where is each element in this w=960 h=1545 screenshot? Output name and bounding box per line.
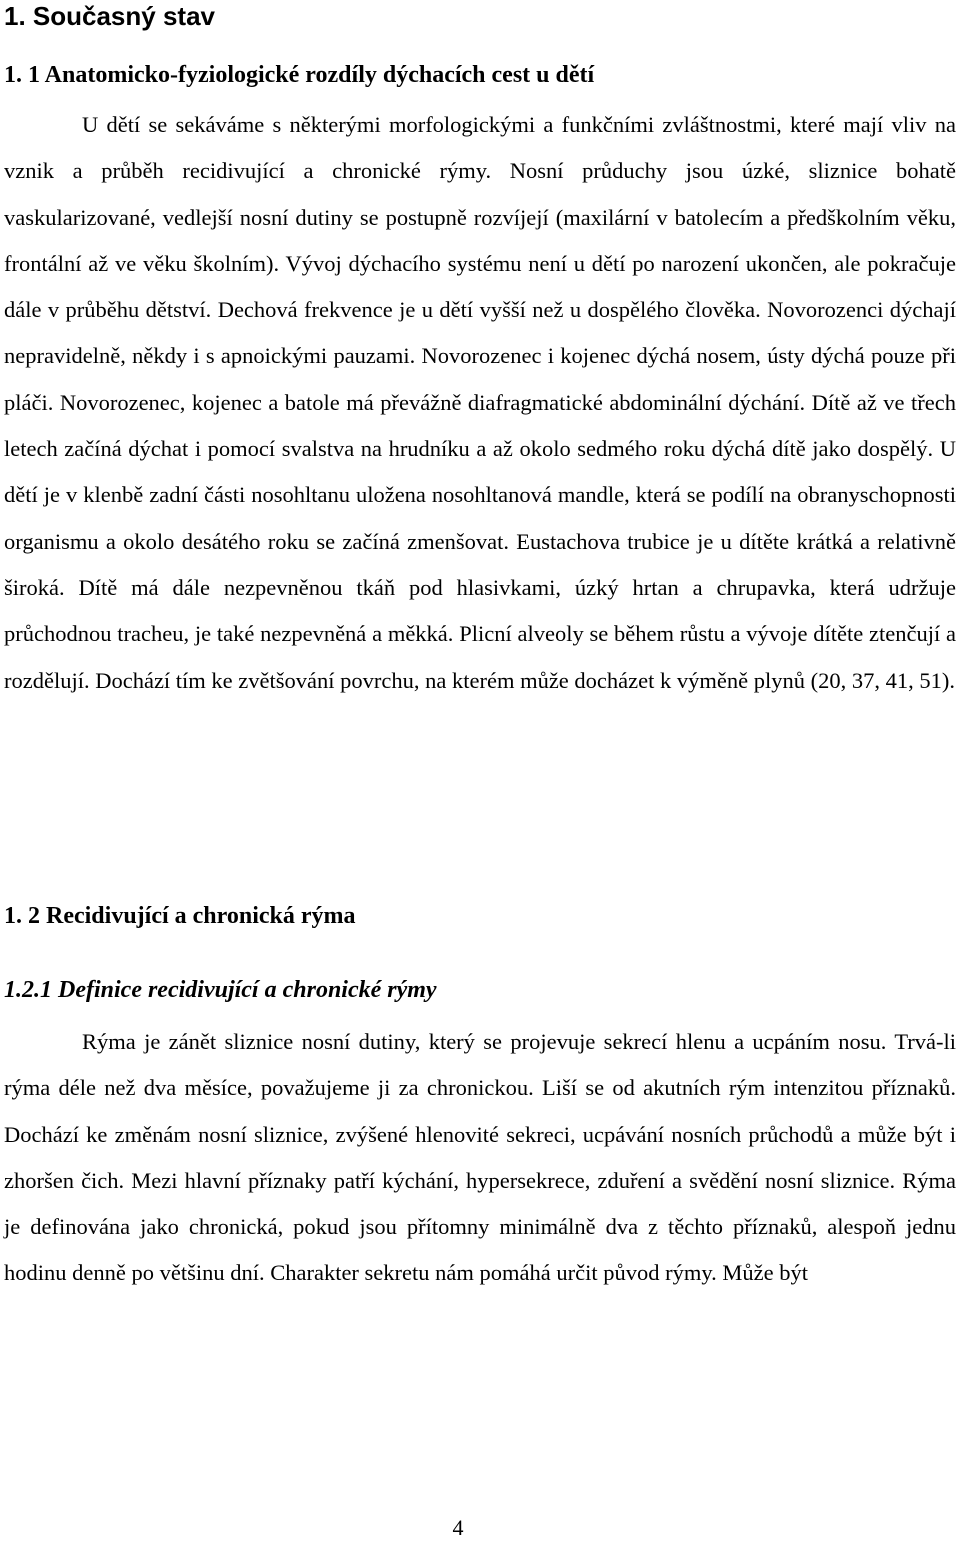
- chapter-heading: 1. Současný stav: [4, 1, 215, 31]
- section-1-1-paragraph: U dětí se sekáváme s některými morfologickými a funkčními zvláštnostmi, které mají vliv na vznik a průběh recidivující a chronické rýmy. Nosní průduchy jsou úzké, sliznice bohatě vaskularizované, vedlejší nosní dutiny se postupně rozvíjejí (maxilární v batolecím a předškolním věku, frontální až ve věku školním). Vývoj dýchacího systému není u dětí po narození ukončen, ale pokračuje dále v průběhu dětství. Dechová frekvence je u dětí vyšší než u dospělého člověka. Novorozenci dýchají nepravidelně, někdy i s apnoickými pauzami. Novorozenec i kojenec dýchá nosem, ústy dýchá pouze při pláči. Novorozenec, kojenec a batole má převážně diafragmatické abdominální dýchání. Dítě až ve třech letech začíná dýchat i pomocí svalstva na hrudníku a až okolo sedmého roku dýchá dítě jako dospělý. U dětí je v klenbě zadní části nosohltanu uložena nosohltanová mandle, která se podílí na obranyschopnosti organismu a okolo desátého roku se začíná zmenšovat. Eustachova trubice je u dítěte krátká a relativně široká. Dítě má dále nezpevněnou tkáň pod hlasivkami, úzký hrtan a chrupavka, která udržuje průchodnou tracheu, je také nezpevněná a měkká. Plicní alveoly se během růstu a vývoje dítěte ztenčují a rozdělují. Dochází tím ke zvětšování povrchu, na kterém může docházet k výměně plynů (20, 37, 41, 51).: [4, 112, 956, 693]
- section-1-2-1-paragraph: Rýma je zánět sliznice nosní dutiny, který se projevuje sekrecí hlenu a ucpáním nosu. Trvá-li rýma déle než dva měsíce, považujeme ji za chronickou. Liší se od akutních rým intenzitou příznaků. Dochází ke změnám nosní sliznice, zvýšené hlenovité sekreci, ucpávání nosních průchodů a může být i zhoršen čich. Mezi hlavní příznaky patří kýchání, hypersekrece, zduření a svědění nosní sliznice. Rýma je definována jako chronická, pokud jsou přítomny minimálně dva z těchto příznaků, alespoň jednu hodinu denně po většinu dní. Charakter sekretu nám pomáhá určit původ rýmy. Může být: [4, 1029, 956, 1286]
- section-heading-1-2: 1. 2 Recidivující a chronická rýma: [4, 903, 356, 929]
- page-number: 4: [452, 1515, 464, 1540]
- section-heading-1-1: 1. 1 Anatomicko-fyziologické rozdíly dýchacích cest u dětí: [4, 62, 595, 88]
- section-heading-1-2-1: 1.2.1 Definice recidivující a chronické rýmy: [4, 977, 437, 1003]
